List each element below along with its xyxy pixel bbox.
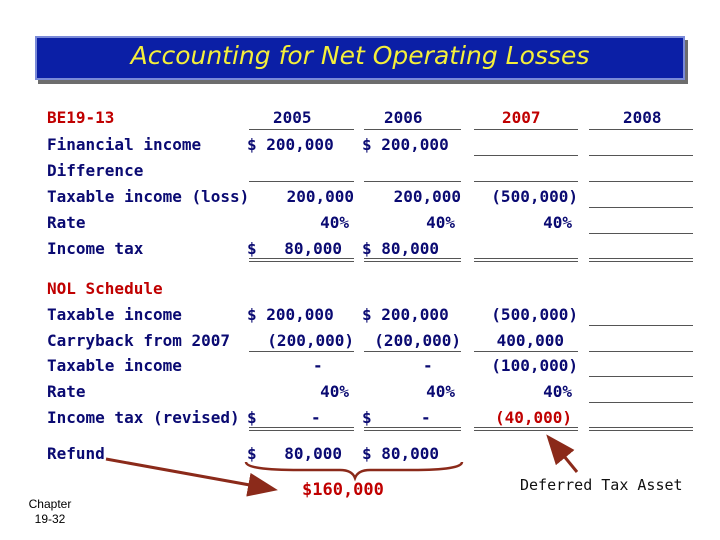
cell-2007: (500,000) bbox=[491, 187, 578, 206]
cell-2007: (500,000) bbox=[491, 305, 578, 324]
refund-2005: 80,000 bbox=[284, 444, 342, 463]
cell-2005: 40% bbox=[320, 382, 349, 401]
row-label: Rate bbox=[47, 213, 86, 232]
exercise-label: BE19-13 bbox=[47, 108, 115, 127]
cell-2006: 40% bbox=[426, 213, 455, 232]
dollar-sign: $ bbox=[247, 408, 257, 427]
total-refund-annotation: $160,000 bbox=[302, 480, 384, 500]
cell-2006: 40% bbox=[426, 382, 455, 401]
row-label: Difference bbox=[47, 161, 144, 180]
section-title: NOL Schedule bbox=[47, 279, 163, 298]
row-label: Financial income bbox=[47, 135, 202, 154]
refund-2006: $ 80,000 bbox=[362, 444, 440, 463]
deferred-tax-asset-label: Deferred Tax Asset bbox=[520, 476, 683, 494]
refund-label: Refund bbox=[47, 444, 105, 463]
row-label: Carryback from 2007 bbox=[47, 331, 231, 350]
cell-2005: - bbox=[311, 408, 321, 427]
dollar-sign: $ bbox=[362, 408, 372, 427]
page-number: 19-32 bbox=[34, 512, 66, 526]
cell-2006: - bbox=[421, 408, 431, 427]
cell-2006: $ 200,000 bbox=[362, 135, 449, 154]
cell-2005: - bbox=[313, 356, 323, 375]
cell-2007: 40% bbox=[543, 213, 572, 232]
cell-2005: 200,000 bbox=[286, 187, 354, 206]
cell-2005: 40% bbox=[320, 213, 349, 232]
dollar-sign: $ bbox=[247, 239, 257, 258]
slide-title: Accounting for Net Operating Losses bbox=[130, 41, 590, 70]
cell-2007: 40% bbox=[543, 382, 572, 401]
cell-2006: (200,000) bbox=[374, 331, 461, 350]
row-label: Taxable income (loss) bbox=[47, 187, 250, 206]
cell-2007: (40,000) bbox=[494, 408, 572, 427]
year-2007: 2007 bbox=[502, 108, 541, 127]
year-2005: 2005 bbox=[273, 108, 312, 127]
cell-2005: (200,000) bbox=[267, 331, 354, 350]
row-label: Rate bbox=[47, 382, 86, 401]
dollar-sign: $ bbox=[247, 444, 257, 463]
year-2006: 2006 bbox=[384, 108, 423, 127]
chapter-footer bbox=[22, 497, 78, 527]
cell-2007: (100,000) bbox=[491, 356, 578, 375]
cell-2005: 80,000 bbox=[284, 239, 342, 258]
cell-2006: - bbox=[423, 356, 433, 375]
cell-2006: $ 200,000 bbox=[362, 305, 449, 324]
chapter-label: Chapter bbox=[28, 497, 72, 511]
cell-2005: $ 200,000 bbox=[247, 305, 334, 324]
cell-2005: $ 200,000 bbox=[247, 135, 334, 154]
cell-2006: $ 80,000 bbox=[362, 239, 440, 258]
row-label: Taxable income bbox=[47, 305, 182, 324]
row-label: Taxable income bbox=[47, 356, 182, 375]
cell-2006: 200,000 bbox=[393, 187, 461, 206]
deferred-tax-arrow bbox=[550, 439, 577, 472]
row-label: Income tax bbox=[47, 239, 144, 258]
row-label: Income tax (revised) bbox=[47, 408, 240, 427]
refund-bracket bbox=[246, 462, 462, 478]
cell-2007: 400,000 bbox=[496, 331, 564, 350]
year-2008: 2008 bbox=[623, 108, 662, 127]
